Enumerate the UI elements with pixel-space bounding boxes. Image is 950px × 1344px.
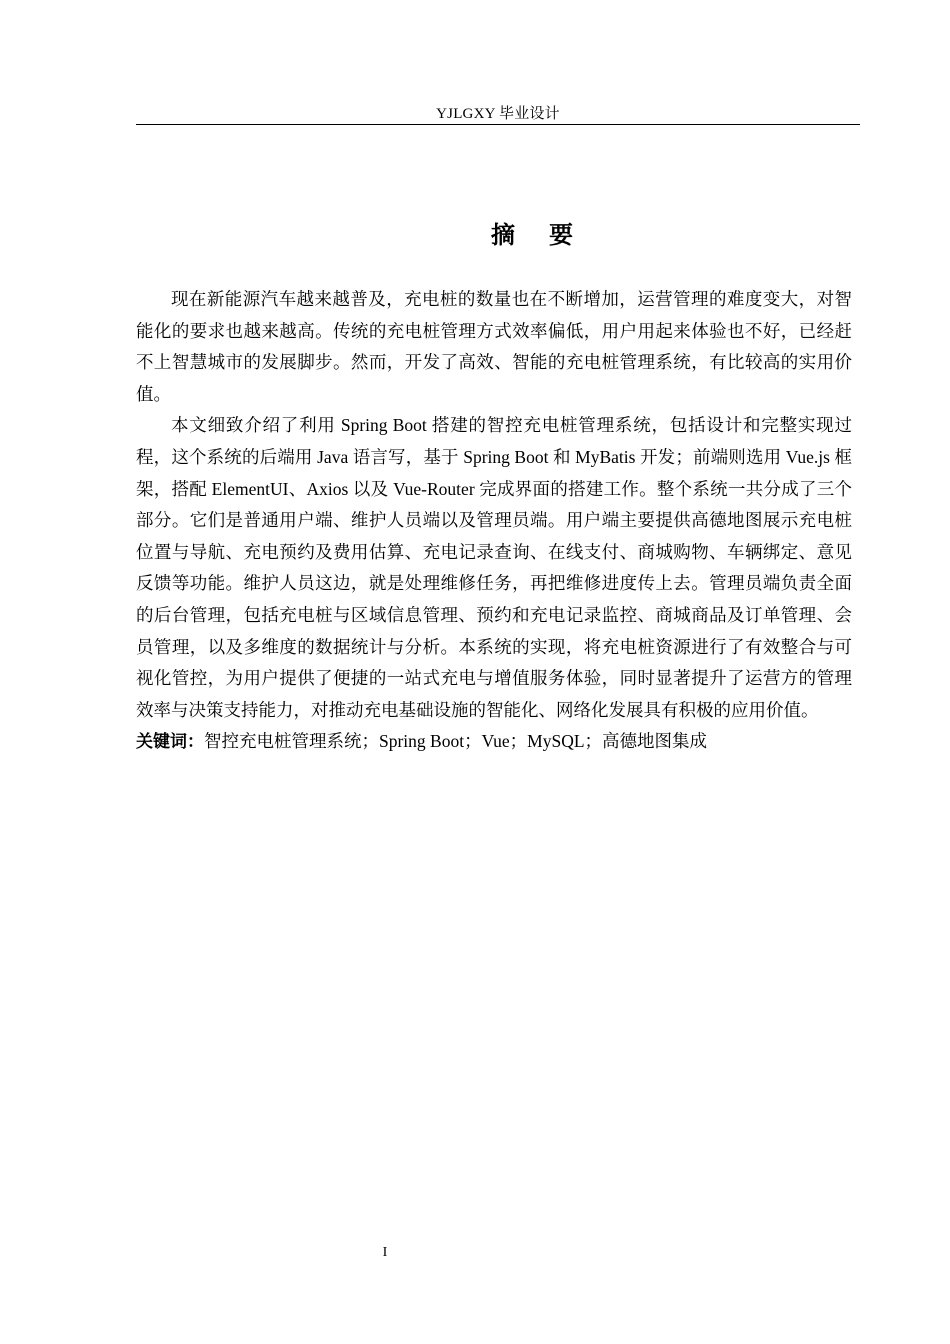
- page-header: YJLGXY 毕业设计: [436, 106, 560, 122]
- abstract-paragraph-1: 现在新能源汽车越来越普及，充电桩的数量也在不断增加，运营管理的难度变大，对智能化的要求也越来越高。传统的充电桩管理方式效率偏低，用户用起来体验也不好，已经赶不上智慧城市的发展脚步。然而，开发了高效、智能的充电桩管理系统，有比较高的实用价值。: [136, 289, 852, 404]
- keywords-text: 智控充电桩管理系统；Spring Boot；Vue；MySQL；高德地图集成: [204, 731, 708, 752]
- abstract-title-char-1: 摘: [491, 221, 523, 249]
- abstract-paragraph-2: 本文细致介绍了利用 Spring Boot 搭建的智控充电桩管理系统，包括设计和完整实现过程，这个系统的后端用 Java 语言写，基于 Spring Boot 和 MyBatis 开发；前端则选用 Vue.js 框架，搭配 ElementUI、Axios 以及 Vue-Router 完成界面的搭建工作。整个系统一共分成了三个部分。它们是普通用户端、维护人员端以及管理员端。用户端主要提供高德地图展示充电桩位置与导航、充电预约及费用估算、充电记录查询、在线支付、商城购物、车辆绑定、意见反馈等功能。维护人员这边，就是处理维修任务，再把维修进度传上去。管理员端负责全面的后台管理，包括充电桩与区域信息管理、预约和充电记录监控、商城商品及订单管理、会员管理，以及多维度的数据统计与分析。本系统的实现，将充电桩资源进行了有效整合与可视化管控，为用户提供了便捷的一站式充电与增值服务体验，同时显著提升了运营方的管理效率与决策支持能力，对推动充电基础设施的智能化、网络化发展具有积极的应用价值。: [136, 415, 852, 720]
- abstract-title-char-2: 要: [549, 221, 581, 249]
- abstract-title: [136, 218, 936, 252]
- header-rule: [136, 124, 860, 125]
- keywords-label: 关键词：: [136, 732, 204, 753]
- keywords-line: [136, 726, 852, 759]
- page-number: I: [382, 1245, 388, 1260]
- abstract-body: [136, 284, 852, 759]
